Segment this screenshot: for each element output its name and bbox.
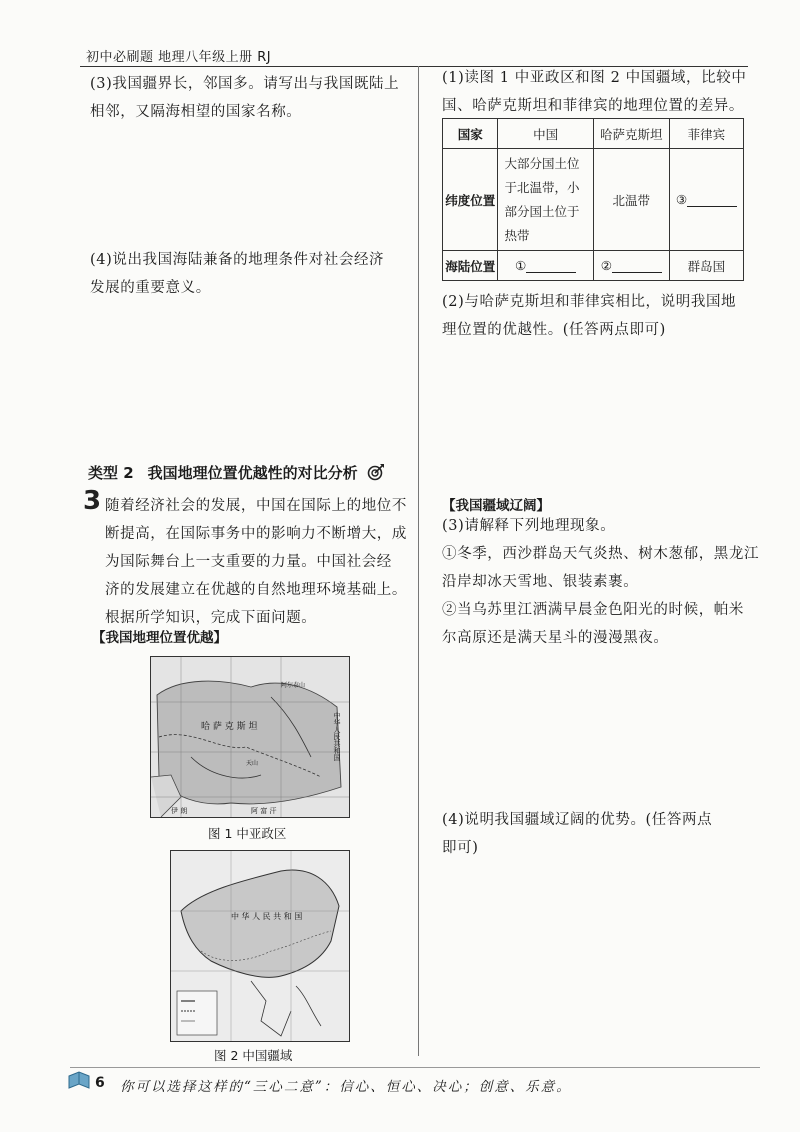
column-divider	[418, 66, 419, 1056]
text-line: 沿岸却冰天雪地、银装素裹。	[442, 574, 639, 590]
cell-line: 部分国土位于	[504, 203, 580, 219]
text-line: 随着经济社会的发展，中国在国际上的地位不	[105, 498, 407, 514]
page-number: 6	[95, 1075, 105, 1091]
text-line: 济的发展建立在优越的自然地理环境基础上。	[105, 582, 407, 598]
left-question-4	[90, 246, 415, 302]
map-central-asia	[150, 656, 350, 818]
text-line: 根据所学知识，完成下面问题。	[105, 610, 317, 626]
cell-line: 大部分国土位	[504, 155, 580, 171]
text-line: (2)与哈萨克斯坦和菲律宾相比，说明我国地	[442, 294, 737, 310]
figure-2-caption: 图 2 中国疆域	[214, 1048, 293, 1063]
text-line: 尔高原还是满天星斗的漫漫黑夜。	[442, 630, 669, 646]
section-title	[88, 462, 385, 483]
kazakhstan-sea-cell	[593, 251, 669, 281]
right-question-4	[442, 806, 762, 862]
table-header: 中国	[498, 119, 593, 149]
book-icon	[66, 1068, 92, 1094]
text-line: 即可)	[442, 840, 479, 856]
text-line: 发展的重要意义。	[90, 280, 211, 296]
text-line: (4)说明我国疆域辽阔的优势。(任答两点	[442, 812, 713, 828]
table-header: 菲律宾	[669, 119, 743, 149]
map-central-asia-drawing	[151, 657, 349, 817]
cell-line: 于北温带，小	[504, 179, 580, 195]
map-label: 天山	[246, 760, 259, 767]
text-line: 理位置的优越性。(任答两点即可)	[442, 322, 666, 338]
target-icon	[367, 463, 385, 481]
table-row	[443, 251, 744, 281]
footer-quote: 你可以选择这样的“三心二意”：信心、恒心、决心；创意、乐意。	[120, 1079, 572, 1095]
section-text: 我国地理位置优越性的对比分析	[147, 464, 358, 482]
subhead-location-advantage: 【我国地理位置优越】	[92, 630, 227, 646]
cell-line: 热带	[504, 227, 530, 243]
map-label: 哈 萨 克 斯 坦	[201, 722, 258, 732]
row-label-latitude: 纬度位置	[443, 149, 498, 251]
philippines-latitude-cell	[669, 149, 743, 251]
kazakhstan-latitude-cell: 北温带	[593, 149, 669, 251]
figure-1-caption: 图 1 中亚政区	[208, 826, 287, 841]
table-header: 国家	[443, 119, 498, 149]
text-line: (3)请解释下列地理现象。	[442, 518, 616, 534]
question-number: 3	[83, 486, 102, 516]
map-china-territory	[170, 850, 350, 1042]
map-label: 中华人民共和国	[333, 712, 341, 761]
footer-divider	[70, 1067, 760, 1068]
china-sea-cell	[498, 251, 593, 281]
right-question-2	[442, 288, 762, 344]
text-line: 国、哈萨克斯坦和菲律宾的地理位置的差异。	[442, 98, 744, 114]
right-question-3	[442, 512, 762, 652]
answer-blank[interactable]	[526, 258, 576, 273]
answer-blank[interactable]	[612, 258, 662, 273]
map-label: 伊 朗	[171, 807, 188, 815]
section-prefix: 类型 2	[88, 464, 134, 482]
text-line: 断提高，在国际事务中的影响力不断增大，成	[105, 526, 407, 542]
philippines-sea-cell: 群岛国	[669, 251, 743, 281]
blank-marker: ③	[675, 192, 688, 207]
page-header-title: 初中必刷题 地理八年级上册 RJ	[86, 50, 272, 65]
text-line: (3)我国疆界长，邻国多。请写出与我国既陆上	[90, 76, 400, 92]
text-line: (4)说出我国海陆兼备的地理条件对社会经济	[90, 252, 385, 268]
blank-marker: ①	[515, 258, 527, 273]
map-china-drawing	[171, 851, 349, 1041]
answer-blank[interactable]	[687, 192, 737, 207]
comparison-table	[442, 118, 744, 281]
text-line: 相邻，又隔海相望的国家名称。	[90, 104, 302, 120]
table-header-row	[443, 119, 744, 149]
china-latitude-cell	[498, 149, 593, 251]
blank-marker: ②	[600, 258, 612, 273]
text-line: 为国际舞台上一支重要的力量。中国社会经	[105, 554, 392, 570]
text-line: ②当乌苏里江洒满早晨金色阳光的时候，帕米	[442, 602, 744, 618]
table-row	[443, 149, 744, 251]
row-label-sea-land: 海陆位置	[443, 251, 498, 281]
question-intro	[105, 492, 417, 632]
map-label: 中 华 人 民 共 和 国	[231, 912, 303, 921]
text-line: ①冬季，西沙群岛天气炎热、树木葱郁，黑龙江	[442, 546, 760, 562]
table-header: 哈萨克斯坦	[593, 119, 669, 149]
subhead-vast-territory: 【我国疆域辽阔】	[442, 498, 550, 514]
map-label: 阿尔泰山	[281, 682, 306, 689]
left-question-3	[90, 70, 415, 126]
map-label: 阿 富 汗	[251, 807, 277, 815]
right-question-1	[442, 64, 762, 120]
text-line: (1)读图 1 中亚政区和图 2 中国疆域，比较中	[442, 70, 747, 86]
